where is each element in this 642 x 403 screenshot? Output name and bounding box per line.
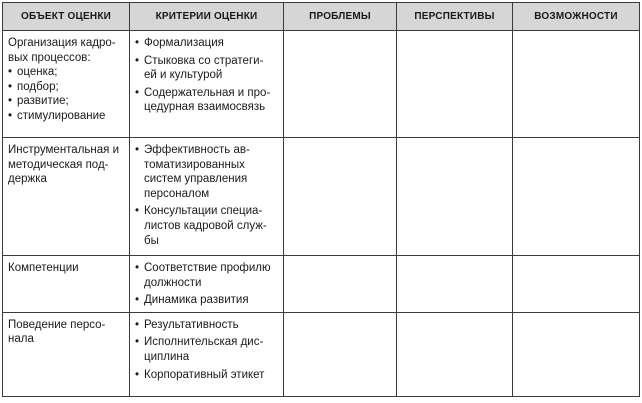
object-bullet-item [8,80,125,95]
bullet-icon: • [8,66,13,79]
bullet-icon: • [8,80,13,93]
table-row [3,31,640,138]
criteria-list [135,318,280,382]
object-cell [3,138,130,256]
problems-cell[interactable] [284,312,397,396]
criteria-text-line: циплина [144,350,190,363]
criteria-item [135,335,280,364]
assessment-table-container [2,2,639,397]
criteria-text-line: • Формализация [135,36,280,51]
criteria-text-line: • Корпоративный этикет [135,368,280,383]
criteria-cell [130,256,284,313]
criteria-item [135,318,280,333]
perspectives-cell[interactable] [397,256,513,313]
object-text-line: нала [8,333,34,346]
opportunities-cell[interactable] [513,138,640,256]
object-bullet-text: развитие; [17,95,69,108]
criteria-item [135,143,280,201]
criteria-text-line: цедурная взаимосвязь [144,101,266,114]
table-row [3,312,640,396]
table-row [3,256,640,313]
criteria-item [135,36,280,51]
criteria-text-line: • Содержательная и про- [135,86,280,101]
header-row [3,3,640,31]
criteria-item [135,204,280,248]
object-text-line: Инструментальная и [8,144,120,156]
object-text-line: методическая под- [8,158,109,171]
opportunities-cell[interactable] [513,256,640,313]
criteria-list [135,36,280,115]
criteria-text-line: систем управления [144,173,248,186]
criteria-text-line: • Результативность [135,318,280,333]
object-text-line: Поведение персо- [8,318,106,331]
object-bullet-text: подбор; [17,80,59,93]
table-row [3,138,640,256]
criteria-item [135,86,280,115]
criteria-text-line: • Соответствие профилю [135,261,280,276]
problems-cell[interactable] [284,256,397,313]
header-problems: ПРОБЛЕМЫ [284,3,397,31]
criteria-text-line: бы [144,234,159,247]
criteria-text-line: • Стыковка со стратеги- [135,54,280,69]
perspectives-cell[interactable] [397,138,513,256]
bullet-icon: • [8,109,13,122]
criteria-text-line: ей и культурой [144,69,223,82]
header-criteria: КРИТЕРИИ ОЦЕНКИ [130,3,284,31]
opportunities-cell[interactable] [513,31,640,138]
object-bullet-item [8,65,125,80]
object-text-line: вых процессов: [8,51,91,64]
object-cell [3,312,130,396]
object-cell [3,31,130,138]
criteria-text-line: • Эффективность ав- [135,143,280,158]
criteria-item [135,293,280,308]
object-text-line: Организация кадро- [8,37,116,49]
criteria-cell [130,312,284,396]
criteria-text-line: листов кадровой служ- [144,219,267,232]
criteria-item [135,368,280,383]
criteria-text-line: персоналом [144,187,210,200]
object-text-line: Компетенции [8,262,79,274]
object-text-line: держка [8,173,47,186]
assessment-table [2,2,640,397]
bullet-icon: • [8,95,13,108]
header-object: ОБЪЕКТ ОЦЕНКИ [3,3,130,31]
object-bullet-item [8,109,125,124]
criteria-item [135,261,280,290]
criteria-text-line: должности [144,276,202,289]
criteria-cell [130,138,284,256]
criteria-text-line: • Исполнительская дис- [135,335,280,350]
criteria-text-line: томатизированных [144,158,245,171]
criteria-text-line: • Консультации специа- [135,204,280,219]
problems-cell[interactable] [284,138,397,256]
object-bullet-text: стимулирование [17,109,106,122]
criteria-list [135,261,280,308]
perspectives-cell[interactable] [397,312,513,396]
perspectives-cell[interactable] [397,31,513,138]
criteria-list [135,143,280,248]
header-opportunities: ВОЗМОЖНОСТИ [513,3,640,31]
object-bullet-item [8,94,125,109]
object-cell [3,256,130,313]
criteria-item [135,54,280,83]
object-bullet-text: оценка; [17,66,58,79]
criteria-text-line: • Динамика развития [135,293,280,308]
opportunities-cell[interactable] [513,312,640,396]
criteria-cell [130,31,284,138]
problems-cell[interactable] [284,31,397,138]
header-perspectives: ПЕРСПЕКТИВЫ [397,3,513,31]
